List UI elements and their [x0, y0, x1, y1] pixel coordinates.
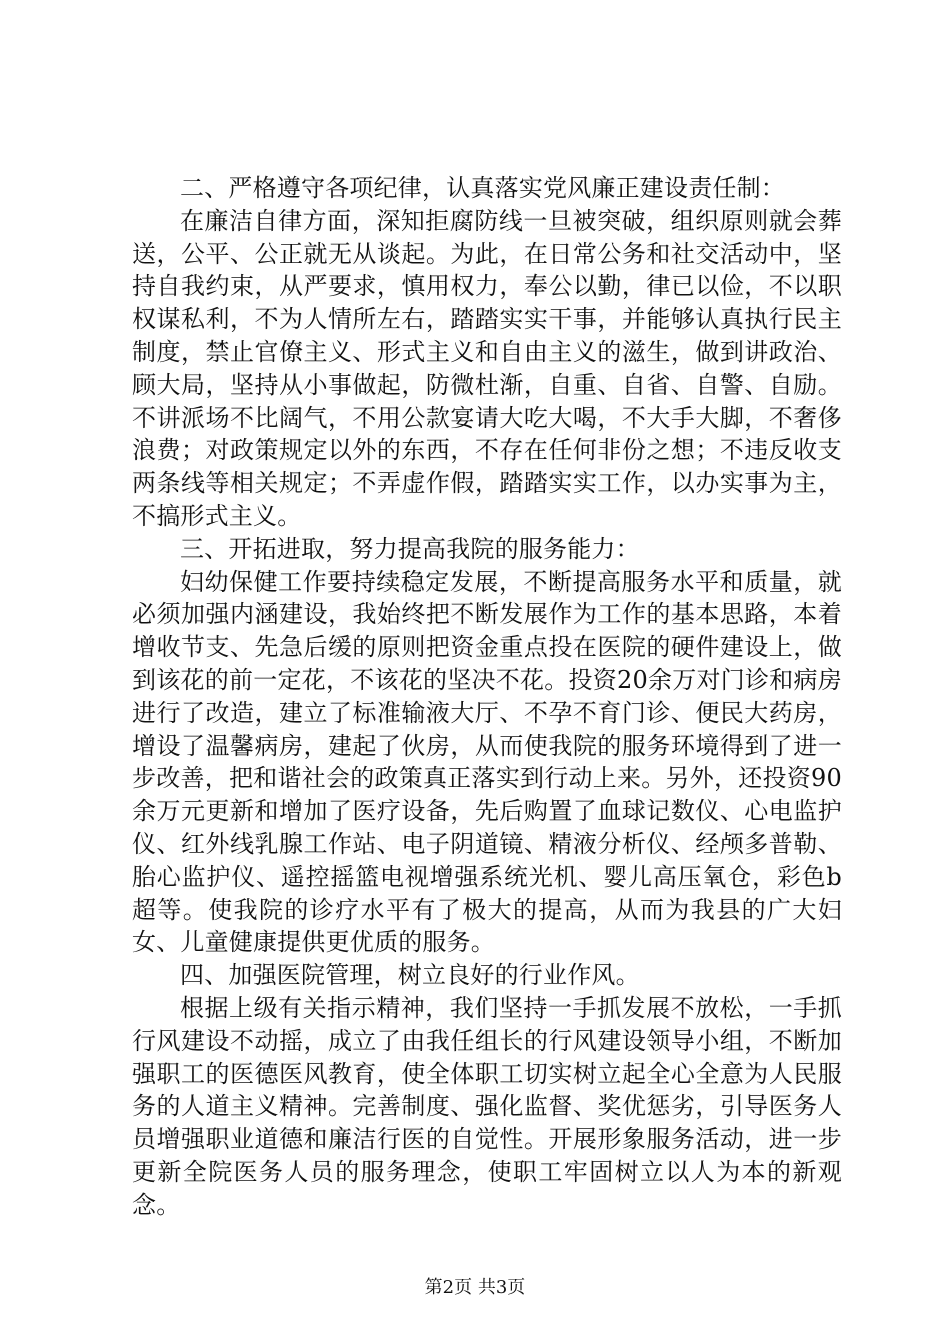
page-footer: 第2页 共3页	[424, 1277, 526, 1298]
document-body	[132, 172, 842, 1222]
section-heading-management: 四、加强医院管理，树立良好的行业作风。	[180, 961, 640, 990]
paragraph-self-discipline: 在廉洁自律方面，深知拒腐防线一旦被突破，组织原则就会葬送，公平、公正就无从谈起。为此，在日常公务和社交活动中，坚持自我约束，从严要求，慎用权力，奉公以勤，律已以俭，不以职权谋私利，不为人情所左右，踏踏实实干事，并能够认真执行民主制度，禁止官僚主义、形式主义和自由主义的滋生，做到讲政治、顾大局，坚持从小事做起，防微杜渐，自重、自省、自警、自励。不讲派场不比阔气，不用公款宴请大吃大喝，不大手大脚，不奢侈浪费；对政策规定以外的东西，不存在任何非份之想；不违反收支两条线等相关规定；不弄虚作假，踏踏实实工作，以办实事为主，不搞形式主义。	[132, 206, 842, 530]
section-heading-discipline: 二、严格遵守各项纪律，认真落实党风廉正建设责任制：	[180, 174, 785, 202]
section-heading-service: 三、开拓进取，努力提高我院的服务能力：	[180, 534, 640, 563]
paragraph-management: 根据上级有关指示精神，我们坚持一手抓发展不放松，一手抓行风建设不动摇，成立了由我任组长的行风建设领导小组，不断加强职工的医德医风教育，使全体职工切实树立起全心全意为人民服务的人道主义精神。完善制度、强化监督、奖优惩劣，引导医务人员增强职业道德和廉洁行医的自觉性。开展形象服务活动，进一步更新全院医务人员的服务理念，使职工牢固树立以人为本的新观念。	[132, 993, 842, 1219]
paragraph-service: 妇幼保健工作要持续稳定发展，不断提高服务水平和质量，就必须加强内涵建设，我始终把不断发展作为工作的基本思路，本着增收节支、先急后缓的原则把资金重点投在医院的硬件建设上，做到该花的前一定花，不该花的坚决不花。投资20余万对门诊和病房进行了改造，建立了标准输液大厅、不孕不育门诊、便民大药房，增设了温馨病房，建起了伙房，从而使我院的服务环境得到了进一步改善，把和谐社会的政策真正落实到行动上来。另外，还投资90余万元更新和增加了医疗设备，先后购置了血球记数仪、心电监护仪、红外线乳腺工作站、电子阴道镜、精液分析仪、经颅多普勒、胎心监护仪、遥控摇篮电视增强系统光机、婴儿高压氧仓，彩色b超等。使我院的诊疗水平有了极大的提高，从而为我县的广大妇女、儿童健康提供更优质的服务。	[132, 567, 842, 957]
